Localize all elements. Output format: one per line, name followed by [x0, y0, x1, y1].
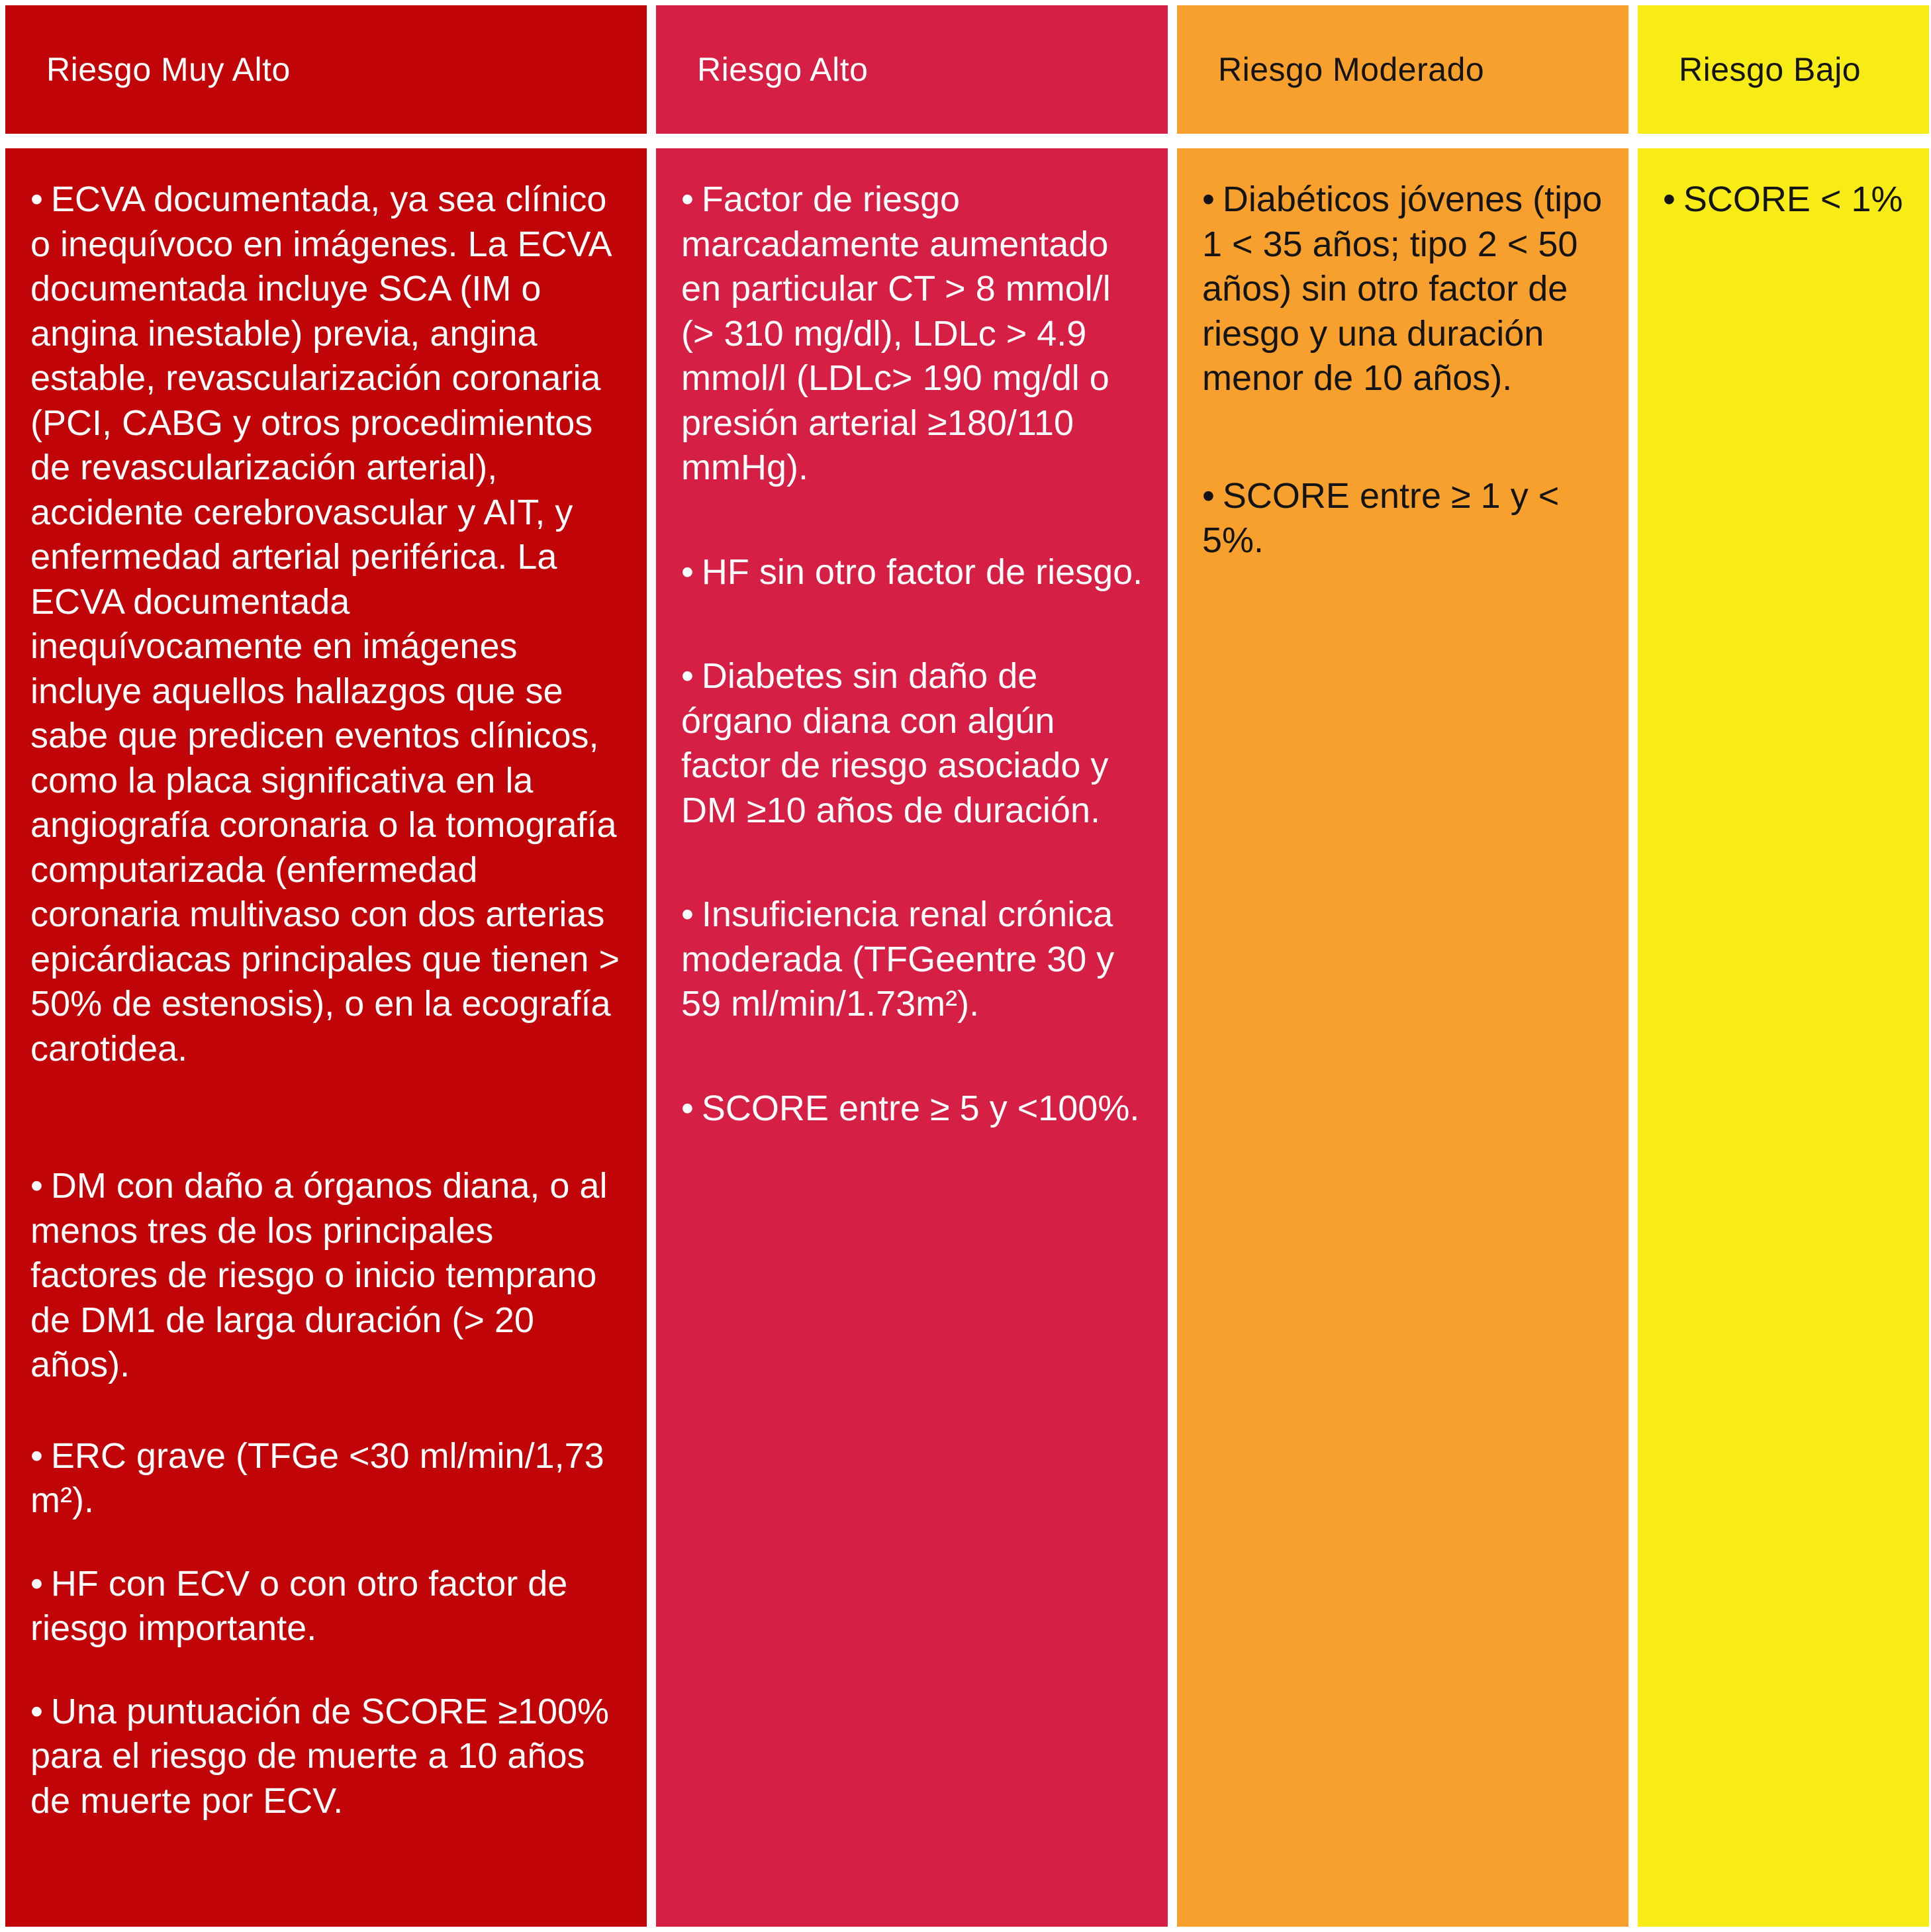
- bullet-text: HF sin otro factor de riesgo.: [701, 552, 1143, 592]
- bullet-item: [681, 177, 1145, 491]
- bullet-text: HF con ECV o con otro factor de riesgo importante.: [30, 1563, 568, 1648]
- column-header-riesgo-bajo: Riesgo Bajo: [1638, 5, 1929, 134]
- bullet-dot-icon: •: [1663, 179, 1675, 219]
- bullet-dot-icon: •: [681, 1088, 694, 1128]
- column-header-riesgo-moderado: Riesgo Moderado: [1177, 5, 1628, 134]
- bullet-item: [681, 550, 1145, 595]
- bullet-item: [30, 177, 624, 1071]
- bullet-dot-icon: •: [30, 1166, 43, 1206]
- bullet-item: [681, 893, 1145, 1027]
- bullet-dot-icon: •: [30, 179, 43, 219]
- bullet-text: SCORE entre ≥ 5 y <100%.: [701, 1088, 1140, 1128]
- bullet-item: [681, 1087, 1145, 1132]
- bullet-dot-icon: •: [681, 552, 694, 592]
- bullet-dot-icon: •: [30, 1563, 43, 1604]
- bullet-item: [1202, 177, 1606, 401]
- bullet-text: Diabetes sin daño de órgano diana con algún factor de riesgo asociado y DM ≥10 años de duración.: [681, 656, 1109, 830]
- bullet-item: [1202, 474, 1606, 563]
- bullet-item: [30, 1690, 624, 1824]
- bullet-dot-icon: •: [1202, 179, 1215, 219]
- bullet-text: Factor de riesgo marcadamente aumentado en particular CT > 8 mmol/l (> 310 mg/dl), LDLc > 4.9 mmol/l (LDLc> 190 mg/dl o presión arterial ≥180/110 mmHg).: [681, 179, 1111, 487]
- column-body-riesgo-moderado: [1177, 148, 1628, 1927]
- bullet-text: Insuficiencia renal crónica moderada (TFGeentre 30 y 59 ml/min/1.73m²).: [681, 894, 1115, 1024]
- bullet-text: DM con daño a órganos diana, o al menos tres de los principales factores de riesgo o inicio temprano de DM1 de larga duración (> 20 años).: [30, 1166, 608, 1384]
- bullet-item: [30, 1562, 624, 1651]
- column-header-riesgo-alto: Riesgo Alto: [656, 5, 1168, 134]
- bullet-text: Diabéticos jóvenes (tipo 1 < 35 años; tipo 2 < 50 años) sin otro factor de riesgo y una duración menor de 10 años).: [1202, 179, 1603, 398]
- bullet-text: ERC grave (TFGe <30 ml/min/1,73 m²).: [30, 1435, 604, 1520]
- bullet-item: [30, 1434, 624, 1523]
- column-header-riesgo-muy-alto: Riesgo Muy Alto: [5, 5, 647, 134]
- bullet-text: Una puntuación de SCORE ≥100% para el riesgo de muerte a 10 años de muerte por ECV.: [30, 1691, 610, 1821]
- bullet-dot-icon: •: [681, 894, 694, 934]
- column-body-riesgo-muy-alto: [5, 148, 647, 1927]
- bullet-text: SCORE < 1%: [1683, 179, 1903, 219]
- bullet-item: [681, 654, 1145, 833]
- bullet-item: [30, 1164, 624, 1388]
- bullet-text: SCORE entre ≥ 1 y < 5%.: [1202, 475, 1560, 560]
- column-body-riesgo-alto: [656, 148, 1168, 1927]
- bullet-dot-icon: •: [1202, 475, 1215, 516]
- bullet-dot-icon: •: [681, 656, 694, 696]
- bullet-dot-icon: •: [30, 1435, 43, 1476]
- bullet-text: ECVA documentada, ya sea clínico o inequívoco en imágenes. La ECVA documentada incluye SCA (IM o angina inestable) previa, angina estable, revascularización coronaria (PCI, CABG y otros procedimientos de revascularización arterial), accidente cerebrovascular y AIT, y enfermedad arterial periférica. La ECVA documentada inequívocamente en imágenes incluye aquellos hallazgos que se sabe que predicen eventos clínicos, como la placa significativa en la angiografía coronaria o la tomografía computarizada (enfermedad coronaria multivaso con dos arterias epicárdiacas principales que tienen > 50% de estenosis), o en la ecografía carotidea.: [30, 179, 620, 1069]
- bullet-dot-icon: •: [30, 1691, 43, 1731]
- bullet-item: [1663, 177, 1907, 222]
- bullet-dot-icon: •: [681, 179, 694, 219]
- column-body-riesgo-bajo: [1638, 148, 1929, 1927]
